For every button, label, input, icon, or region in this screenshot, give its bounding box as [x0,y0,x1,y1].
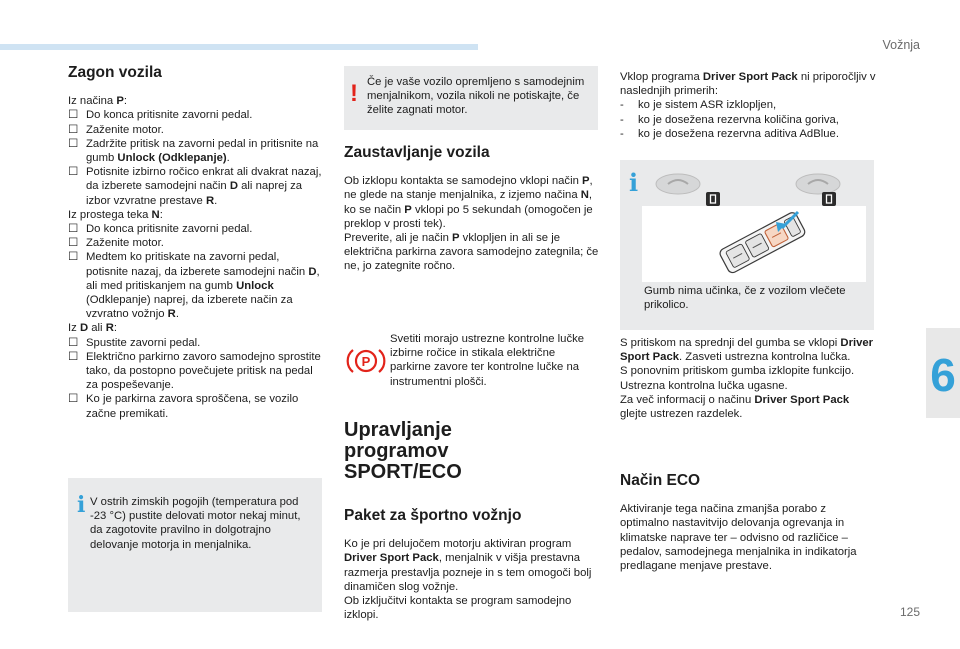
column-sport-conditions [620,70,876,141]
info-winter-text: V ostrih zimskih pogojih (temperatura pod -23 °C) pustite delovati motor nekaj minut, da zagotovite pravilno in dolgotrajno delovanje motorja in menjalnika. [90,496,301,551]
check-box-arrow-icon: ☐ [68,137,79,150]
press-text-off: S ponovnim pritiskom gumba izklopite funkcijo. Ustrezna kontrolna lučka ugasne. [620,365,855,392]
step-item: ☐ Potisnite izbirno ročico enkrat ali dvakrat nazaj, da izberete samodejni način D ali naprej za izbor vzvratne prestave R. [68,166,322,207]
check-box-arrow-icon: ☐ [68,223,79,236]
section-label: Vožnja [882,38,920,52]
info-icon: i [629,168,639,197]
sport-intro: Vklop programa Driver Sport Pack ni priporočljiv v naslednjih primerih: [620,71,876,98]
steering-wheel-icon [650,170,740,210]
step-item: ☐ Medtem ko pritiskate na zavorni pedal, potisnite nazaj, da izberete samodejni način D, ali med pritiskanjem na gumb Unlock (Odklepanje) naprej, da izberete način za vzvratno vožnjo R. [68,251,320,321]
header-accent-bar [0,44,478,50]
check-box-arrow-icon: ☐ [68,166,79,179]
stop-text: Ob izklopu kontakta se samodejno vklopi način P, ne glede na stanje menjalnika, z izjemo načina N, ko se način P vklopi po 5 sekundah (omogočen je preklop v prosti tek). [344,175,593,230]
stop-section [344,146,600,274]
step-item: ☐ Do konca pritisnite zavorni pedal. [68,223,253,236]
check-box-arrow-icon: ☐ [68,350,79,363]
condition-item: - ko je dosežena rezervna aditiva AdBlue. [620,127,839,140]
condition-item: - ko je sistem ASR izklopljen, [620,99,777,112]
press-section [620,336,876,421]
park-brake-warning-icon [346,346,386,376]
info-trailer-text: Gumb nima učinka, če z vozilom vlečete prikolico. [644,285,846,312]
from-dr-label: Iz D ali R: [68,322,118,335]
check-box-arrow-icon: ☐ [68,393,79,406]
heading-eco-mode: Način ECO [620,472,701,489]
programs-section [344,420,600,622]
sport-text: Ko je pri delujočem motorju aktiviran program Driver Sport Pack, menjalnik v višja prestavna razmerja prestavlja pozneje in s tem omogoči bolj dinamičen slog vožnje. [344,538,592,593]
step-item: ☐ Električno parkirno zavoro samodejno sprostite tako, da postopno povečujete pritisk na pedal za pospeševanje. [68,350,321,392]
exclamation-icon: ! [350,80,358,107]
eco-text: Aktiviranje tega načina zmanjša porabo z optimalno nastavitvijo delovanja ogrevanja in klimatske naprave ter – odvisno od različice – pedalov, samodejnega menjalnika in indikatorja predlagane menjave prestave. [620,503,857,573]
heading-stop-vehicle: Zaustavljanje vozila [344,144,490,161]
step-item: ☐ Ko je parkirna zavora sproščena, se vozilo začne premikati. [68,393,299,420]
press-text: S pritiskom na sprednji del gumba se vklopi Driver Sport Pack. Zasveti ustrezna kontrolna lučka. [620,337,874,364]
heading-start-vehicle: Zagon vozila [68,64,162,81]
page-number: 125 [899,605,920,619]
check-box-arrow-icon: ☐ [68,251,79,264]
warning-box-push [344,66,598,130]
check-box-arrow-icon: ☐ [68,109,79,122]
heading-sport-pack: Paket za športno vožnjo [344,507,522,524]
steering-wheel-icon [760,170,860,210]
svg-text:P: P [361,354,371,369]
gear-selector-illustration [642,206,866,282]
from-n-label: Iz prostega teka N: [68,208,163,221]
info-box-winter [68,478,322,612]
eco-section [620,474,876,573]
step-item: ☐ Zaženite motor. [68,237,164,250]
info-icon: i [77,492,86,518]
stop-text-check: Preverite, ali je način P vklopljen in ali se je električna parkirna zavora samodejno zategnila; če ne, jo zategnite ročno. [344,232,599,273]
step-item: ☐ Zaženite motor. [68,123,164,136]
check-box-arrow-icon: ☐ [68,123,79,136]
step-item: ☐ Zadržite pritisk na zavorni pedal in pritisnite na gumb Unlock (Odklepanje). [68,137,319,165]
step-item: ☐ Do konca pritisnite zavorni pedal. [68,109,253,122]
from-p-label: Iz načina P: [68,95,128,108]
column-start-vehicle [68,66,324,421]
warning-push-text: Če je vaše vozilo opremljeno s samodejnim menjalnikom, vozila nikoli ne potiskajte, če želite zagnati motor. [367,76,585,117]
chapter-number: 6 [930,349,956,401]
info-box-trailer [620,160,874,330]
lamp-text: Svetiti morajo ustrezne kontrolne lučke izbirne ročice in stikala električne parkirne zavore ter kontrolne lučke na instrumentni plošči. [390,333,585,388]
condition-item: - ko je dosežena rezervna količina goriva, [620,113,839,126]
step-item: ☐ Spustite zavorni pedal. [68,336,201,349]
sport-text-off: Ob izključitvi kontakta se program samodejno izklopi. [344,595,572,622]
check-box-arrow-icon: ☐ [68,336,79,349]
check-box-arrow-icon: ☐ [68,237,79,250]
heading-programs: Upravljanje programov SPORT/ECO [344,419,462,483]
press-text-more: Za več informacij o načinu Driver Sport Pack glejte ustrezen razdelek. [620,393,850,421]
